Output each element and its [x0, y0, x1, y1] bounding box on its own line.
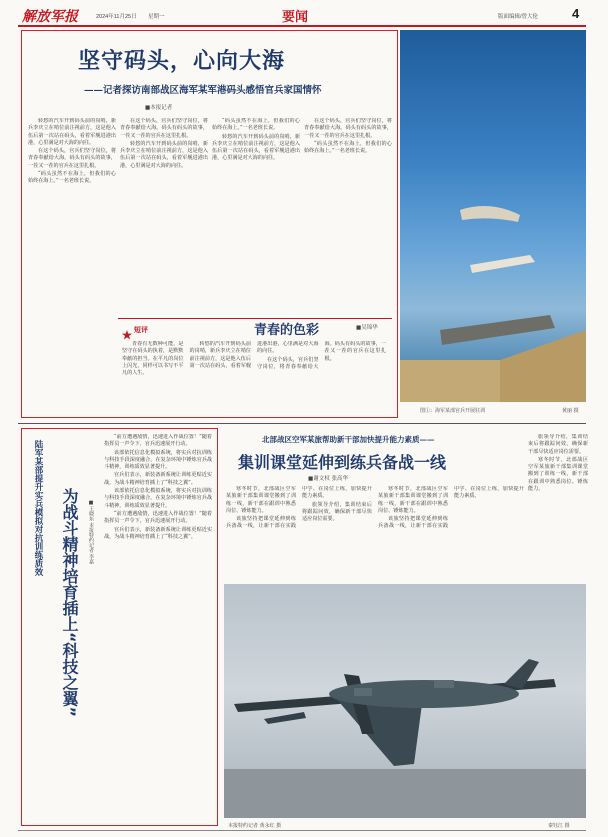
bottom-right-byline: ■谢文权 张高华 [308, 476, 348, 482]
bl-paragraph-4: 该部依托信息化模拟系统，将实兵对抗训练与科技手段深度融合，在复杂环境中锤炼官兵战斗精神，训练质效显著提升。 [104, 488, 212, 509]
main-paragraph-3: “码头虽然不在海上，但我们的心始终在海上。”一名老班长说。 [28, 171, 116, 185]
issue-weekday: 星期一 [148, 14, 165, 20]
page-editors: 版面编辑/曾大伦 [498, 14, 539, 20]
main-paragraph-2c: 在这个码头，官兵们坚守岗位，将青春奉献给大海。码头有码头的故事，一茬又一茬的官兵在这里扎根。 [304, 118, 392, 139]
bl-paragraph-5: “前方遭遇敌情，迅速进入作战位置！”随着指挥员一声令下，官兵迅速展开行动。 [104, 510, 212, 525]
br-side-paragraph-2: 寒冬时节，北部战区空军某旅新干部集训课堂搬到了训练一线，新干部在跟训中熟悉岗位、锤炼能力。 [528, 456, 588, 493]
br-paragraph-2: 该旅坚持把课堂延伸到练兵备战一线，让新干部在实践中学、在岗位上练，加快提升能力素质。 [226, 486, 372, 530]
aircraft-photo [224, 584, 586, 818]
ship-photo-credit: 黄丽 摄 [562, 408, 579, 414]
bl-paragraph-2: 该部依托信息化模拟系统，将实兵对抗训练与科技手段深度融合，在复杂环境中锤炼官兵战斗精神，训练质效显著提升。 [104, 449, 212, 471]
main-article-column-1 [28, 118, 116, 328]
main-article-byline: ■本报记者 [145, 105, 173, 111]
main-paragraph-2b: 在这个码头，官兵们坚守岗位，将青春奉献给大海。码头有码头的故事，一茬又一茬的官兵在这里扎根。 [120, 118, 208, 139]
main-article-subtitle: ——记者探访南部战区海军某军港码头感悟官兵家国情怀 [84, 85, 322, 96]
issue-date: 2024年11月25日 [96, 14, 137, 20]
main-paragraph-1c: 转悠的汽车开到码头前的岗哨，新兵李庆立在哨位前注视前方，这是他入伍后第一次站在码头，看着军舰进港出港，心里满是对大海的向往。 [212, 133, 300, 162]
newspaper-logo: 解放军报 [22, 9, 78, 25]
section-divider [18, 423, 586, 424]
aircraft-photo-caption: 本报特约记者 黄永红 摄 [228, 823, 282, 829]
main-paragraph-1: 转悠的汽车开到码头前的岗哨，新兵李庆立在哨位前注视前方，这是他入伍后第一次站在码头，看着军舰进港出港，心里满是对大海的向往。 [28, 118, 116, 146]
main-paragraph-1b: 转悠的汽车开到码头前的岗哨，新兵李庆立在哨位前注视前方，这是他入伍后第一次站在码头，看着军舰进港出港，心里满是对大海的向往。 [120, 140, 208, 169]
br-paragraph-5: 该旅坚持把课堂延伸到练兵备战一线，让新干部在实践中学、在岗位上练，加快提升能力素质。 [378, 486, 524, 530]
bottom-right-text-block [226, 486, 524, 580]
bottom-right-title: 集训课堂延伸到练兵备战一线 [238, 453, 447, 472]
bl-paragraph-3: 官兵们表示，新装备新系统让训练更贴近实战，为战斗精神培育插上了“科技之翼”。 [104, 472, 212, 486]
bottom-right-side-column [528, 434, 588, 580]
bottom-left-byline: ■王晓东 本报特约记者 李嘉 [88, 500, 94, 565]
commentary-box [118, 318, 392, 411]
commentary-byline: ■吴锦华 [356, 325, 378, 331]
commentary-paragraph-1: 青春有无数种可能，是坚守在码头的执着，是默默奉献的担当。在平凡的岗位上闪光，同样可以书写不平凡的人生。 [122, 341, 184, 377]
page-number: 4 [572, 6, 580, 21]
page-bottom-rule [18, 830, 586, 831]
main-article-title: 坚守码头，心向大海 [78, 49, 286, 74]
bl-paragraph-1: “前方遭遇敌情，迅速进入作战位置！”随着指挥员一声令下，官兵迅速展开行动。 [104, 434, 212, 448]
bl-paragraph-6: 官兵们表示，新装备新系统让训练更贴近实战，为战斗精神培育插上了“科技之翼”。 [104, 526, 212, 540]
section-title: 要闻 [282, 9, 309, 24]
br-paragraph-1: 寒冬时节，北部战区空军某旅新干部集训课堂搬到了训练一线，新干部在跟训中熟悉岗位、锤炼能力。 [226, 486, 296, 514]
br-paragraph-3: 旅领导介绍，集训结束后将跟踪问效，确保新干部尽快适应岗位需要。 [302, 501, 372, 523]
main-paragraph-3c: “码头虽然不在海上，但我们的心始终在海上。”一名老班长说。 [304, 140, 392, 155]
commentary-text-block [122, 341, 386, 405]
star-icon [122, 325, 132, 335]
br-side-paragraph-1: 旅领导介绍，集训结束后将跟踪问效，确保新干部尽快适应岗位需要。 [528, 434, 588, 455]
br-paragraph-4: 寒冬时节，北部战区空军某旅新干部集训课堂搬到了训练一线，新干部在跟训中熟悉岗位、锤炼能力。 [378, 486, 448, 514]
bottom-right-kicker: 北部战区空军某旅帮助新干部加快提升能力素质—— [262, 435, 435, 444]
main-article-column-2 [120, 118, 208, 328]
bottom-left-text-column [104, 434, 212, 818]
commentary-paragraph-3: 在这个码头，官兵们坚守岗位，将青春奉献给大海。码头有码头的故事，一茬又一茬的官兵在这里扎根。 [257, 341, 386, 370]
ship-photo-caption: 图①：海军某部官兵开展驻训 [420, 408, 486, 414]
main-article-column-4 [304, 118, 392, 328]
commentary-heading: 青春的色彩 [254, 323, 320, 338]
commentary-label: 短评 [134, 326, 148, 334]
bottom-left-subtitle: 陆军某部提升实兵模拟对抗训练质效 [33, 440, 43, 576]
main-paragraph-2: 在这个码头，官兵们坚守岗位，将青春奉献给大海。码头有码头的故事，一茬又一茬的官兵在这里扎根。 [28, 148, 116, 169]
main-paragraph-3b: “码头虽然不在海上，但我们的心始终在海上。”一名老班长说。 [212, 118, 300, 132]
aircraft-photo-credit: 秦钰江 摄 [548, 823, 570, 829]
main-article-column-3 [212, 118, 300, 328]
commentary-paragraph-2: 转悠的汽车开到码头前的岗哨，新兵李庆立在哨位前注视前方，这是他入伍后第一次站在码头，看着军舰进港出港，心里满是对大海的向往。 [189, 341, 319, 369]
ship-aerial-photo [400, 30, 586, 402]
masthead-rule [18, 25, 586, 27]
bottom-left-title: 为战斗精神培育插上“科技之翼” [60, 488, 79, 718]
